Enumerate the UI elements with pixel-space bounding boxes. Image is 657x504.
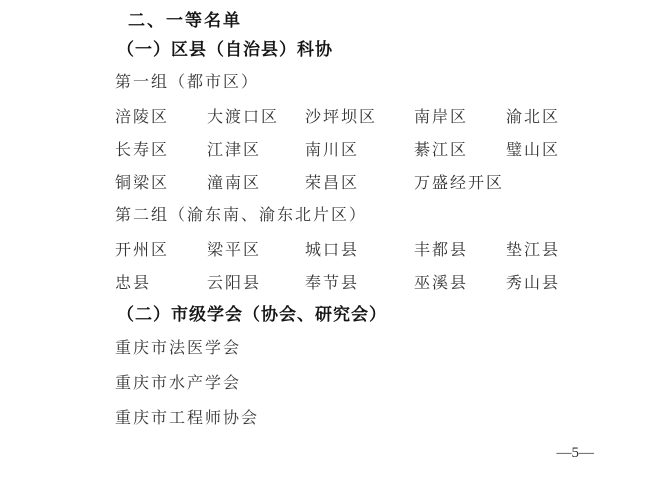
list-title: 二、一等名单 (128, 11, 242, 30)
district-row (115, 109, 595, 127)
district-name: 綦江区 (414, 142, 469, 159)
district-name: 璧山区 (506, 142, 561, 159)
district-name: 开州区 (115, 242, 170, 259)
district-name: 南川区 (305, 142, 360, 159)
district-name (506, 175, 595, 193)
district-name: 秀山县 (506, 275, 561, 292)
society-name: 重庆市法医学会 (115, 340, 242, 357)
district-row (115, 142, 595, 160)
district-name: 铜梁区 (115, 175, 170, 192)
district-row (115, 175, 595, 193)
district-name: 丰都县 (414, 242, 469, 259)
district-name: 江津区 (207, 142, 262, 159)
district-name: 梁平区 (207, 242, 262, 259)
district-name: 云阳县 (207, 275, 262, 292)
society-name: 重庆市水产学会 (115, 375, 242, 392)
district-name: 垫江县 (506, 242, 561, 259)
district-name: 涪陵区 (115, 109, 170, 126)
district-name: 沙坪坝区 (305, 109, 378, 126)
group-2-label: 第二组（渝东南、渝东北片区） (115, 207, 368, 224)
society-name: 重庆市工程师协会 (115, 410, 260, 427)
district-name: 大渡口区 (207, 109, 280, 126)
district-name: 奉节县 (305, 275, 360, 292)
section-2-heading: （二）市级学会（协会、研究会） (117, 305, 387, 324)
district-name: 忠县 (115, 275, 152, 292)
district-name: 巫溪县 (414, 275, 469, 292)
district-name: 城口县 (305, 242, 360, 259)
group-1-label: 第一组（都市区） (115, 74, 260, 91)
district-name: 万盛经开区 (414, 175, 505, 192)
district-name: 荣昌区 (305, 175, 360, 192)
district-name: 渝北区 (506, 109, 561, 126)
district-row (115, 242, 595, 260)
district-name: 长寿区 (115, 142, 170, 159)
district-row (115, 275, 595, 293)
page-number: —5— (556, 445, 594, 461)
district-name: 南岸区 (414, 109, 469, 126)
district-name: 潼南区 (207, 175, 262, 192)
section-1-heading: （一）区县（自治县）科协 (117, 40, 333, 59)
